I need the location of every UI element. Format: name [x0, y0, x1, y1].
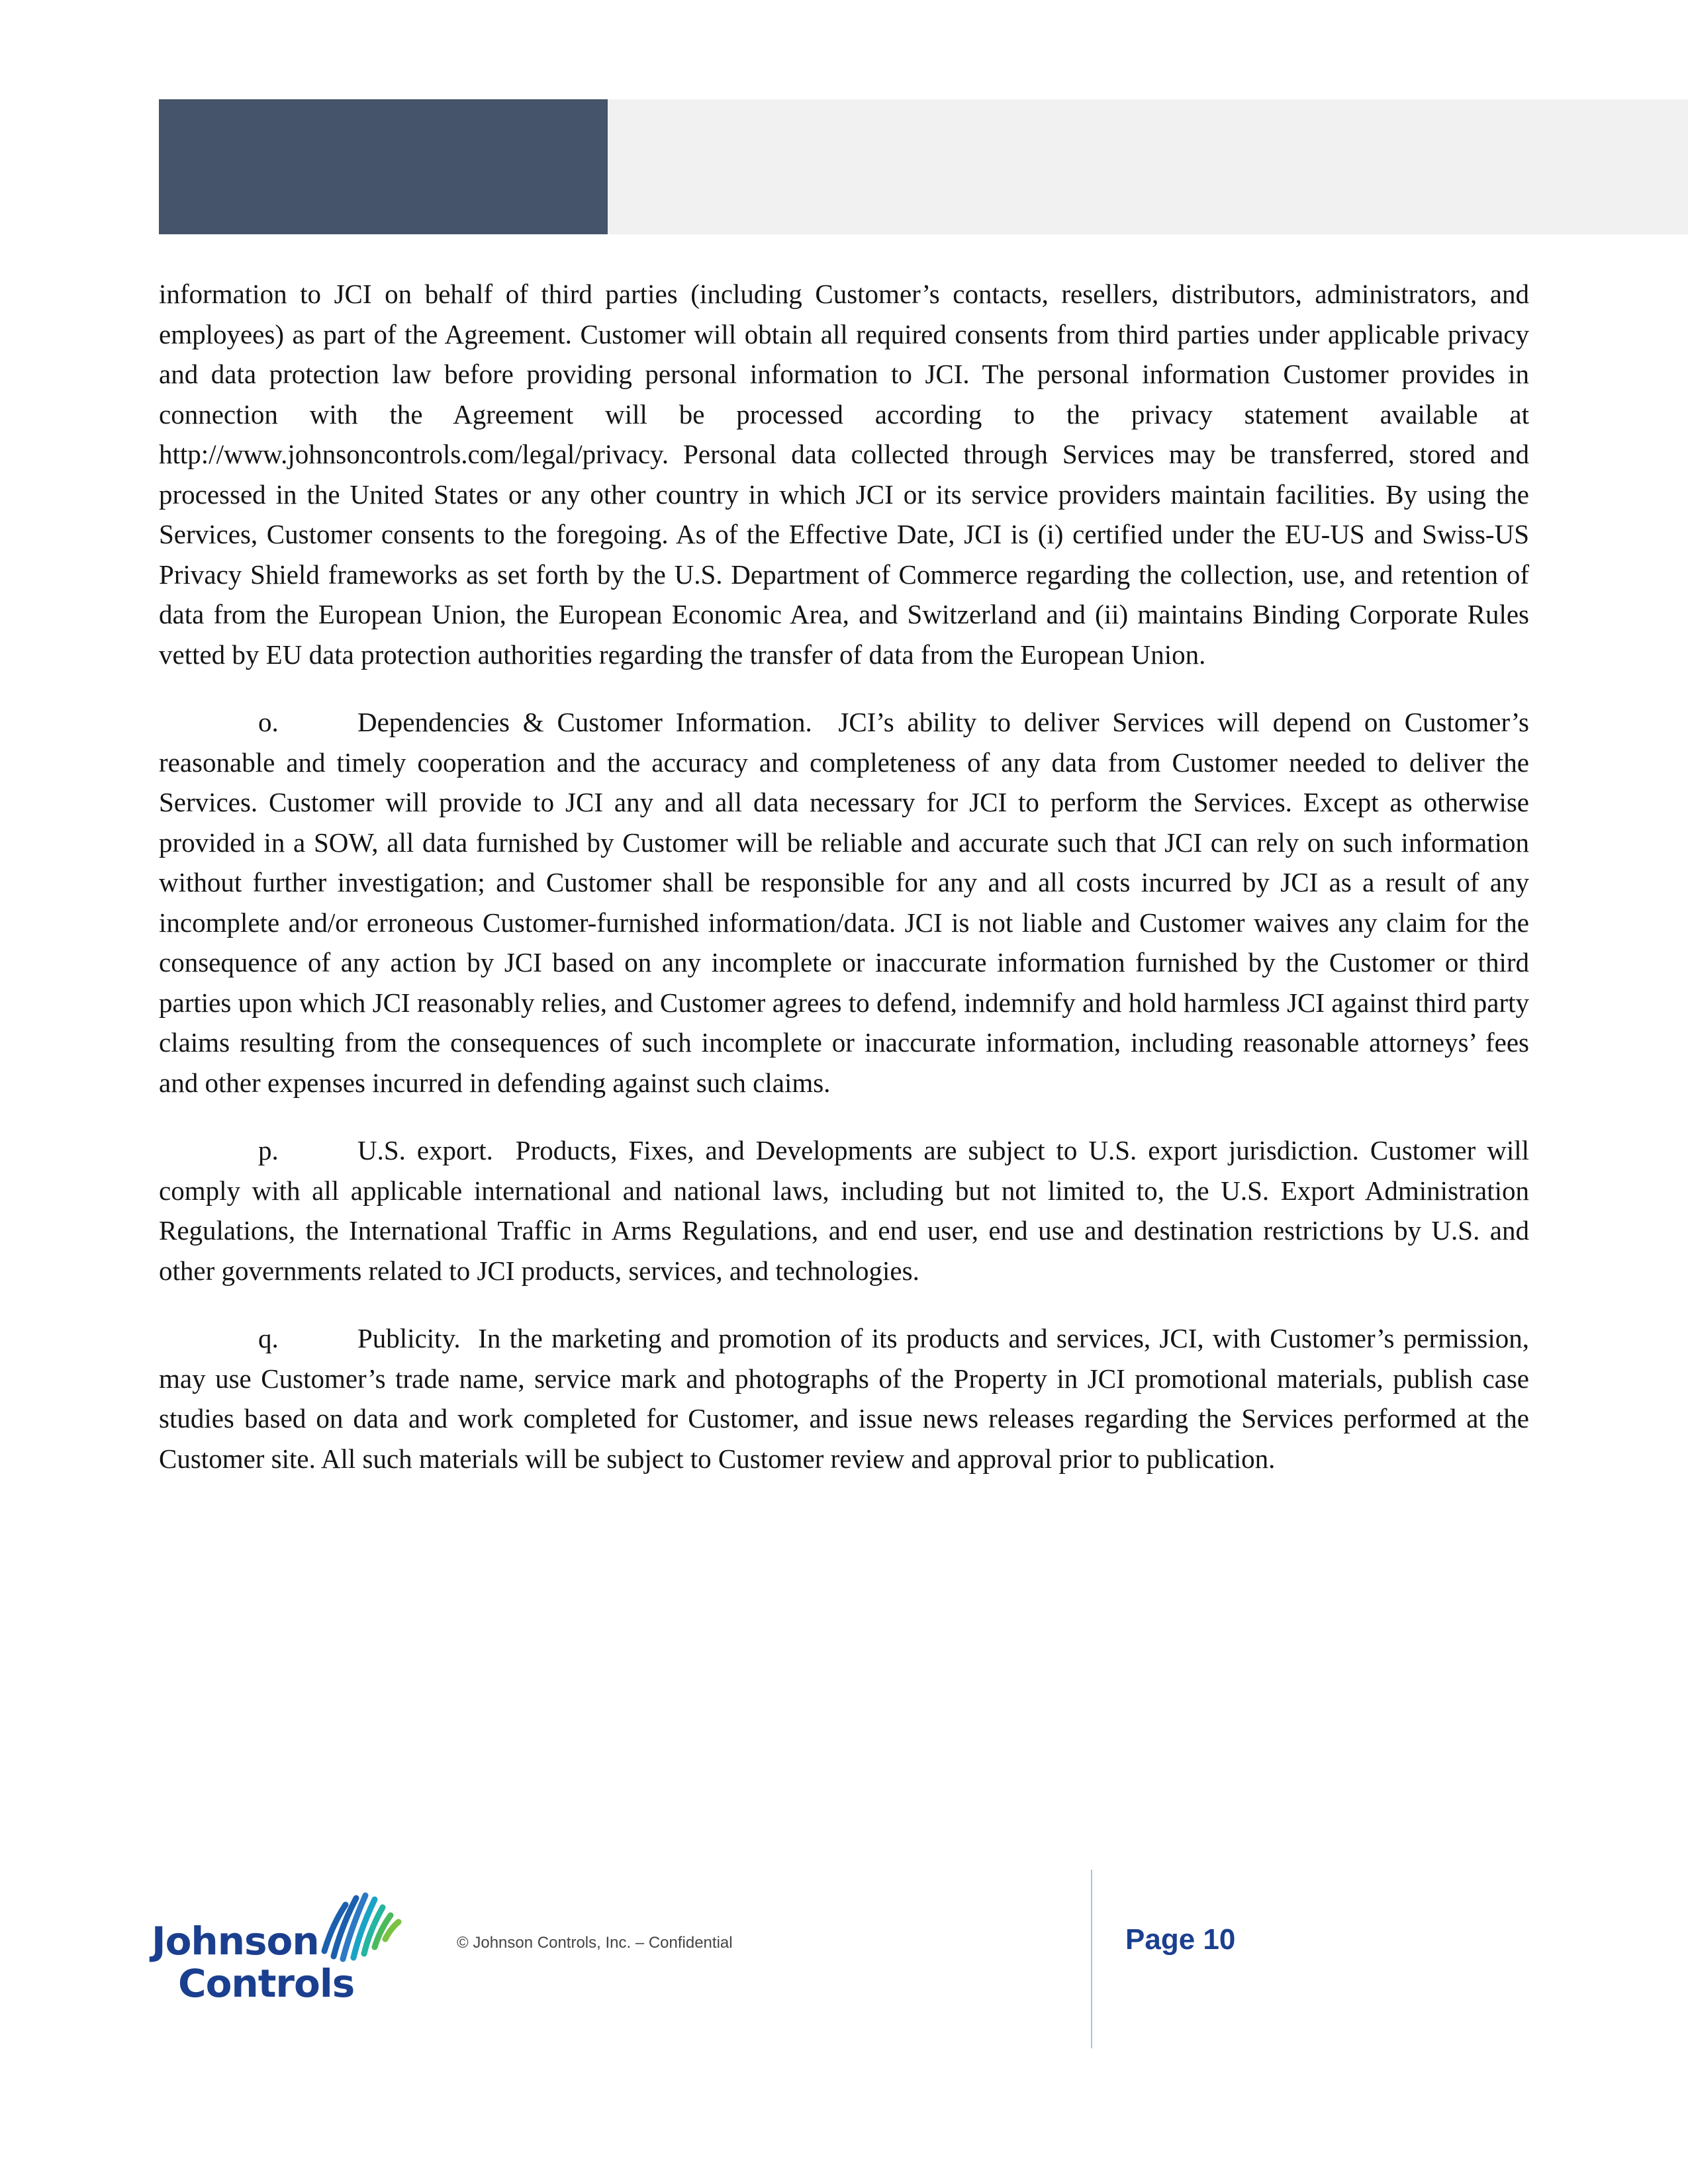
- logo-wordmark-line1: Johnson: [152, 1919, 319, 1964]
- header-band: [608, 99, 1688, 234]
- clause-text: JCI’s ability to deliver Services will depend on Customer’s reasonable and timely cooperation and the accuracy and completeness of any data from Customer needed to deliver the Services. Customer will provide to JCI any and all data necessary for JCI to perform the Services. Except as otherwise provided in a SOW, all data furnished by Customer will be reliable and accurate such that JCI can rely on such information without further investigation; and Customer shall be responsible for any and all costs incurred by JCI as a result of any incomplete and/or erroneous Customer-furnished information/data. JCI is not liable and Customer waives any claim for the consequence of any action by JCI based on any incomplete or inaccurate information furnished by the Customer or third parties upon which JCI reasonably relies, and Customer agrees to defend, indemnify and hold harmless JCI against third party claims resulting from the consequences of such incomplete or inaccurate information, including reasonable attorneys’ fees and other expenses incurred in defending against such claims.: [159, 707, 1530, 1098]
- confidentiality-notice: © Johnson Controls, Inc. – Confidential: [457, 1934, 733, 1952]
- clause-o: [159, 702, 1529, 1103]
- document-body: [159, 274, 1529, 1506]
- clause-p: [159, 1130, 1529, 1291]
- clause-marker: p.: [258, 1135, 279, 1165]
- clause-text: In the marketing and promotion of its products and services, JCI, with Customer’s permission, may use Customer’s trade name, service mark and photographs of the Property in JCI promotional materials, publish case studies based on data and work completed for Customer, and issue news releases regarding the Services performed at the Customer site. All such materials will be subject to Customer review and approval prior to publication.: [159, 1323, 1529, 1474]
- clause-title: U.S. export.: [357, 1135, 493, 1165]
- logo-wordmark-line2: Controls: [178, 1961, 355, 2006]
- company-logo: [149, 1878, 414, 2004]
- intro-paragraph: information to JCI on behalf of third parties (including Customer’s contacts, resellers, distributors, administrators, and employees) as part of the Agreement. Customer will obtain all required consents from third parties under applicable privacy and data protection law before providing personal information to JCI. The personal information Customer provides in connection with the Agreement will be processed according to the privacy statement available at http://www.johnsoncontrols.com/legal/privacy. Personal data collected through Services may be transferred, stored and processed in the United States or any other country in which JCI or its service providers maintain facilities. By using the Services, Customer consents to the foregoing. As of the Effective Date, JCI is (i) certified under the EU-US and Swiss-US Privacy Shield frameworks as set forth by the U.S. Department of Commerce regarding the collection, use, and retention of data from the European Union, the European Economic Area, and Switzerland and (ii) maintains Binding Corporate Rules vetted by EU data protection authorities regarding the transfer of data from the European Union.: [159, 279, 1529, 670]
- header-block: [159, 99, 608, 234]
- page-number: Page 10: [1125, 1923, 1236, 1956]
- clause-q: [159, 1318, 1529, 1479]
- clause-title: Dependencies & Customer Information.: [357, 707, 812, 737]
- clause-marker: o.: [258, 707, 279, 737]
- clause-title: Publicity.: [357, 1323, 461, 1353]
- logo-swoosh-icon: [318, 1878, 410, 1978]
- clause-text: Products, Fixes, and Developments are subject to U.S. export jurisdiction. Customer will comply with all applicable international and national laws, including but not limited to, the U.S. Export Administration Regulations, the International Traffic in Arms Regulations, and end user, end use and destination restrictions by U.S. and other governments related to JCI products, services, and technologies.: [159, 1135, 1530, 1286]
- footer-divider: [1091, 1870, 1092, 2048]
- clause-marker: q.: [258, 1323, 279, 1353]
